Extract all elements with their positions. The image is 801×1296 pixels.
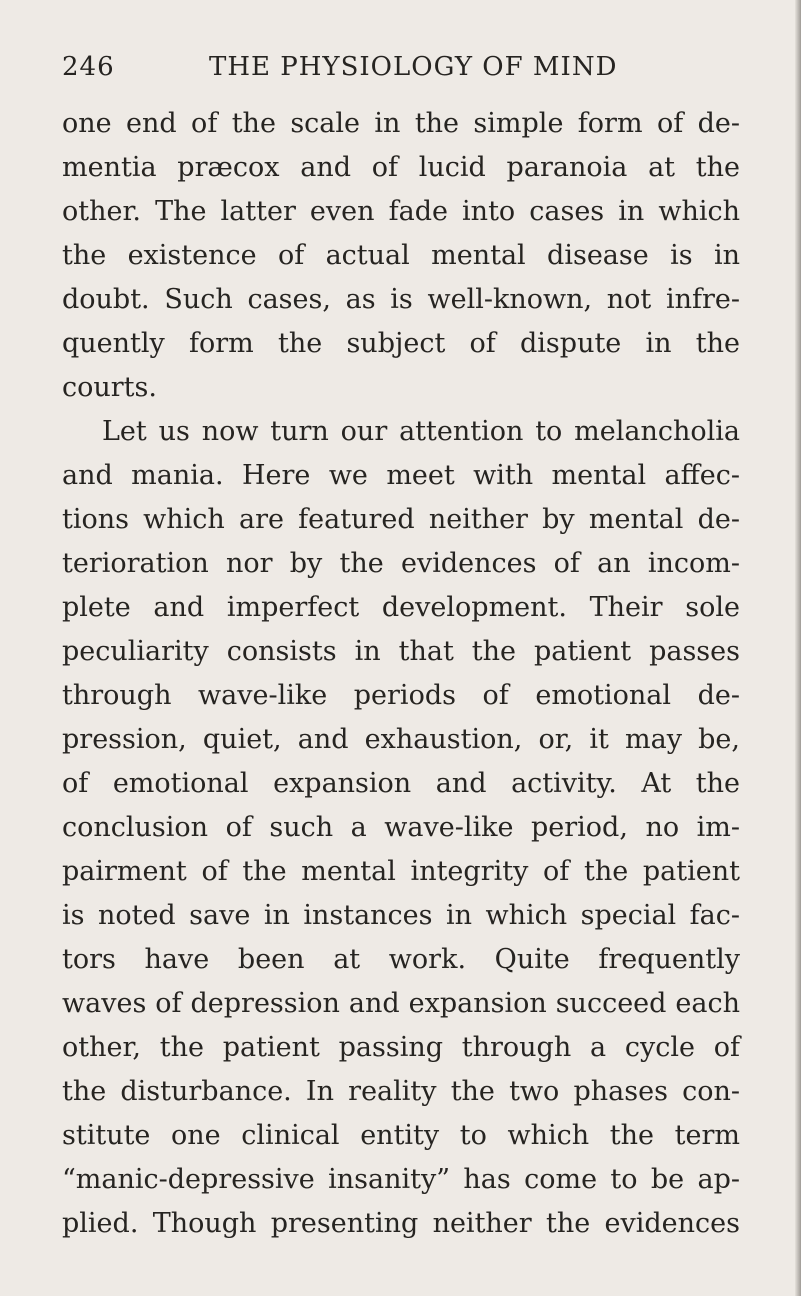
text-line: other. The latter even fade into cases in which <box>62 196 740 227</box>
text-line: “manic-depressive insanity” has come to be ap- <box>62 1164 740 1195</box>
page-header <box>62 52 740 92</box>
text-line: other, the patient passing through a cycle of <box>62 1032 740 1063</box>
text-line: courts. <box>62 372 157 403</box>
text-line: plied. Though presenting neither the evidences <box>62 1208 740 1239</box>
text-line: tors have been at work. Quite frequently <box>62 944 740 975</box>
text-line: peculiarity consists in that the patient passes <box>62 636 740 667</box>
text-line: one end of the scale in the simple form of de- <box>62 108 740 139</box>
text-line: doubt. Such cases, as is well-known, not infre- <box>62 284 740 315</box>
text-line: and mania. Here we meet with mental affec- <box>62 460 740 491</box>
text-line: conclusion of such a wave-like period, no im- <box>62 812 740 843</box>
page-number: 246 <box>62 52 115 82</box>
text-line: the disturbance. In reality the two phases con- <box>62 1076 740 1107</box>
text-line: the existence of actual mental disease is in <box>62 240 740 271</box>
text-line: Let us now turn our attention to melancholia <box>102 416 740 447</box>
page-edge <box>795 0 801 1296</box>
text-line: plete and imperfect development. Their sole <box>62 592 740 623</box>
text-line: pairment of the mental integrity of the patient <box>62 856 740 887</box>
text-line: quently form the subject of dispute in the <box>62 328 740 359</box>
text-line: through wave-like periods of emotional de- <box>62 680 740 711</box>
body-text <box>62 102 740 1246</box>
text-line: of emotional expansion and activity. At the <box>62 768 740 799</box>
text-line: stitute one clinical entity to which the term <box>62 1120 740 1151</box>
text-line: pression, quiet, and exhaustion, or, it may be, <box>62 724 740 755</box>
text-line: waves of depression and expansion succeed each <box>62 988 740 1019</box>
running-head: THE PHYSIOLOGY OF MIND <box>209 52 618 82</box>
text-line: is noted save in instances in which special fac- <box>62 900 740 931</box>
text-line: tions which are featured neither by mental de- <box>62 504 740 535</box>
text-line: mentia præcox and of lucid paranoia at the <box>62 152 740 183</box>
text-line: terioration nor by the evidences of an incom- <box>62 548 740 579</box>
